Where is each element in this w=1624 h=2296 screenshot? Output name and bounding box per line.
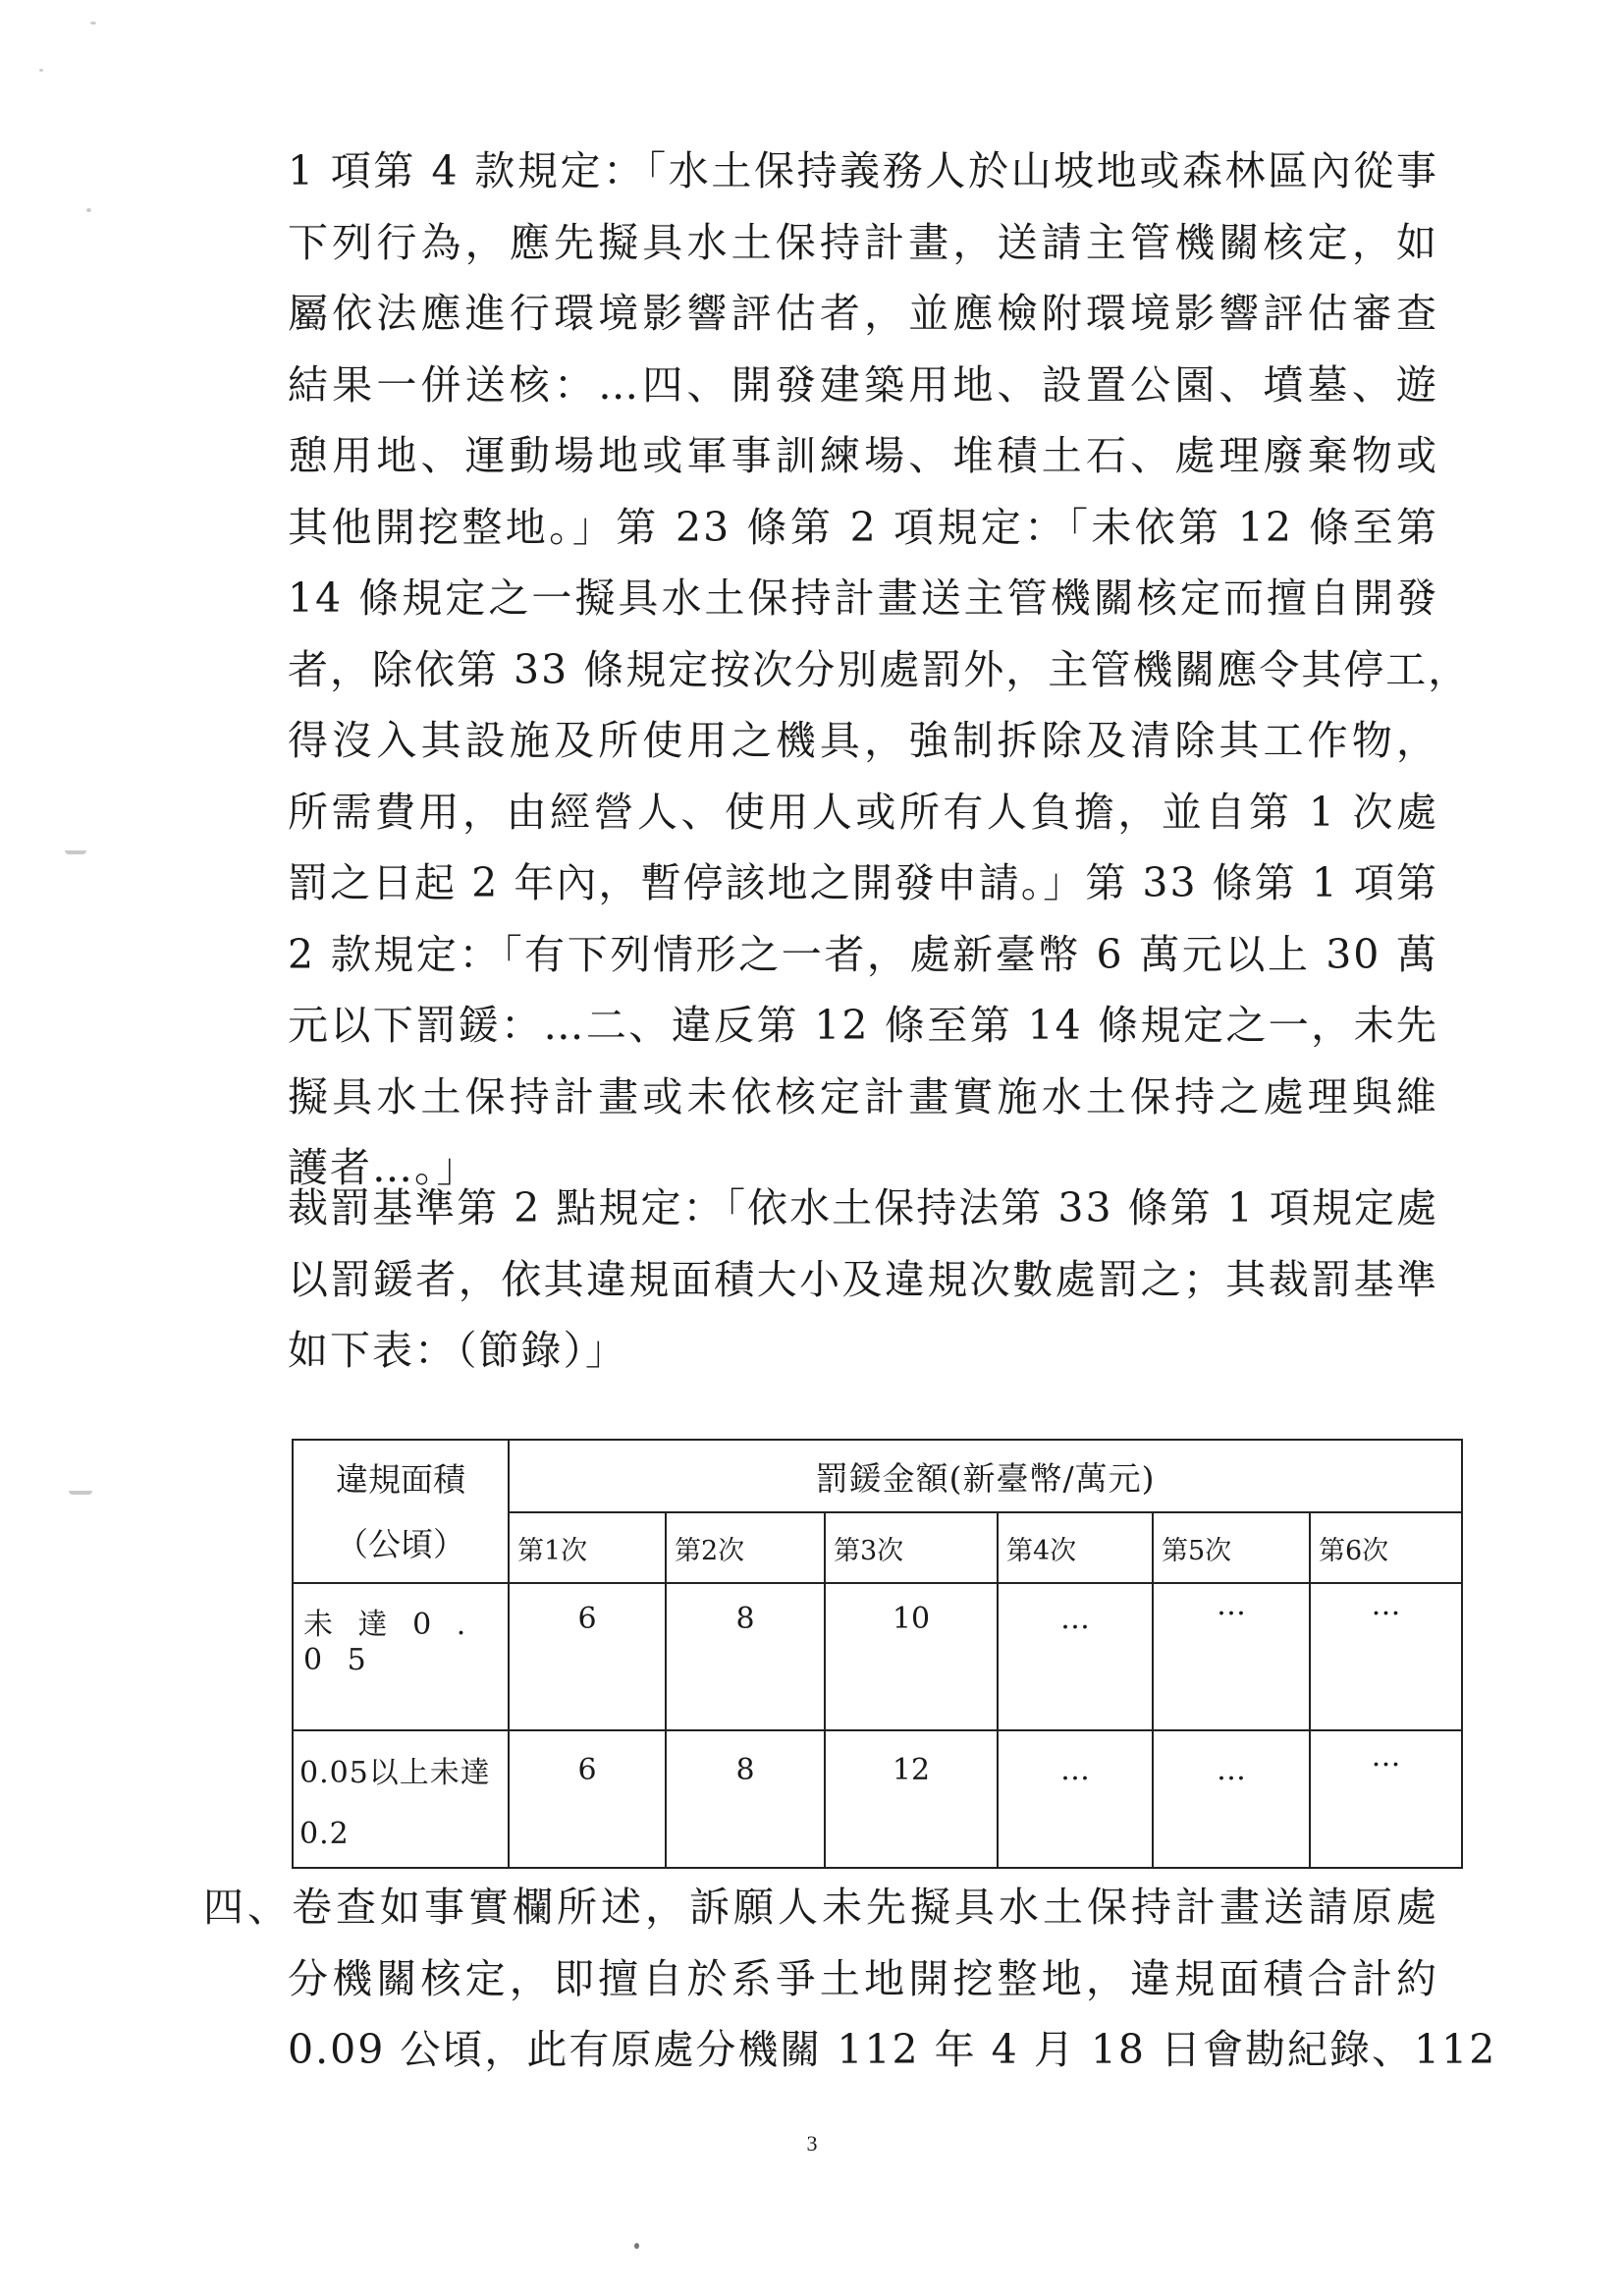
- row-area-label-line1: 0.05以上未達: [299, 1756, 491, 1790]
- fine-value: …: [998, 1730, 1153, 1868]
- text-line: 罰之日起 2 年內，暫停該地之開發申請。」第 33 條第 1 項第: [288, 859, 1438, 906]
- row-area-label: 未 達 0 . 0 5: [293, 1583, 509, 1730]
- text-line: 下列行為，應先擬具水土保持計畫，送請主管機關核定，如: [288, 218, 1438, 266]
- text-line: 1 項第 4 款規定：「水土保持義務人於山坡地或森林區內從事: [288, 147, 1438, 194]
- penalty-standard-paragraph: [288, 1173, 1438, 1387]
- scan-speck: [69, 1491, 92, 1495]
- text-line: 所需費用，由經營人、使用人或所有人負擔，並自第 1 次處: [288, 788, 1438, 836]
- text-line: 護者…。」: [288, 1144, 479, 1191]
- text-line: 如下表：（節錄）」: [288, 1327, 627, 1374]
- section-four-paragraph: [203, 1872, 1497, 2086]
- text-line: 四、卷查如事實欄所述，訴願人未先擬具水土保持計畫送請原處: [203, 1884, 1438, 1931]
- text-line: 結果一併送核：…四、開發建築用地、設置公園、墳墓、遊: [288, 360, 1438, 409]
- fine-value: 12: [825, 1730, 998, 1868]
- fine-value: 8: [666, 1730, 825, 1868]
- area-header-label: 違規面積: [336, 1460, 465, 1499]
- text-line: 分機關核定，即擅自於系爭土地開挖整地，違規面積合計約: [288, 1954, 1438, 2002]
- scan-speck: [65, 850, 86, 854]
- scan-speck: [86, 208, 91, 212]
- text-line: 屬依法應進行環境影響評估者，並應檢附環境影響評估審查: [288, 290, 1438, 337]
- row-area-label-line2: 0.2: [299, 1817, 350, 1851]
- text-line: 0.09 公頃，此有原處分機關 112 年 4 月 18 日會勘紀錄、112: [288, 2026, 1497, 2073]
- fine-value: …: [1310, 1583, 1462, 1730]
- table-row: [293, 1730, 1462, 1868]
- text-line: 者，除依第 33 條規定按次分別處罰外，主管機關應令其停工，: [288, 645, 1471, 693]
- text-line: 裁罰基準第 2 點規定：「依水土保持法第 33 條第 1 項規定處: [288, 1184, 1438, 1231]
- law-quote-paragraph: [288, 136, 1471, 1204]
- text-line: 擬具水土保持計畫或未依核定計畫實施水土保持之處理與維: [288, 1072, 1438, 1121]
- text-line: 以罰鍰者，依其違規面積大小及違規次數處罰之；其裁罰基準: [288, 1255, 1438, 1303]
- text-line: 憩用地、運動場地或軍事訓練場、堆積土石、處理廢棄物或: [288, 432, 1438, 479]
- count-header-5: 第5次: [1153, 1512, 1310, 1583]
- text-line: 2 款規定：「有下列情形之一者，處新臺幣 6 萬元以上 30 萬: [288, 930, 1438, 978]
- count-header-6: 第6次: [1310, 1512, 1462, 1583]
- text-line: 14 條規定之一擬具水土保持計畫送主管機關核定而擅自開發: [288, 574, 1438, 622]
- page-number: 3: [806, 2131, 818, 2156]
- text-line: 其他開挖整地。」第 23 條第 2 項規定：「未依第 12 條至第: [288, 503, 1438, 551]
- fine-value: 8: [666, 1583, 825, 1730]
- fine-value: 10: [825, 1583, 998, 1730]
- scan-speck: [90, 22, 96, 25]
- count-header-4: 第4次: [998, 1512, 1153, 1583]
- fine-value: …: [1153, 1583, 1310, 1730]
- text-line: 得沒入其設施及所使用之機具，強制拆除及清除其工作物，: [288, 717, 1438, 764]
- count-header-1: 第1次: [509, 1512, 666, 1583]
- count-header-3: 第3次: [825, 1512, 998, 1583]
- scan-speck: [39, 69, 43, 72]
- count-header-2: 第2次: [666, 1512, 825, 1583]
- fine-value: 6: [509, 1730, 666, 1868]
- fine-value: …: [998, 1583, 1153, 1730]
- fine-value: …: [1153, 1730, 1310, 1868]
- fine-schedule-table: [292, 1439, 1463, 1869]
- area-header-unit: （公頃）: [336, 1525, 465, 1563]
- scan-speck: [634, 2243, 639, 2249]
- row-area-label: [293, 1730, 509, 1868]
- fine-value: 6: [509, 1583, 666, 1730]
- area-header-cell: [293, 1440, 509, 1583]
- fine-value: …: [1310, 1730, 1462, 1868]
- amount-header-cell: 罰鍰金額(新臺幣/萬元): [509, 1440, 1462, 1512]
- text-line: 元以下罰鍰：…二、違反第 12 條至第 14 條規定之一，未先: [288, 1002, 1438, 1049]
- table-row: [293, 1583, 1462, 1730]
